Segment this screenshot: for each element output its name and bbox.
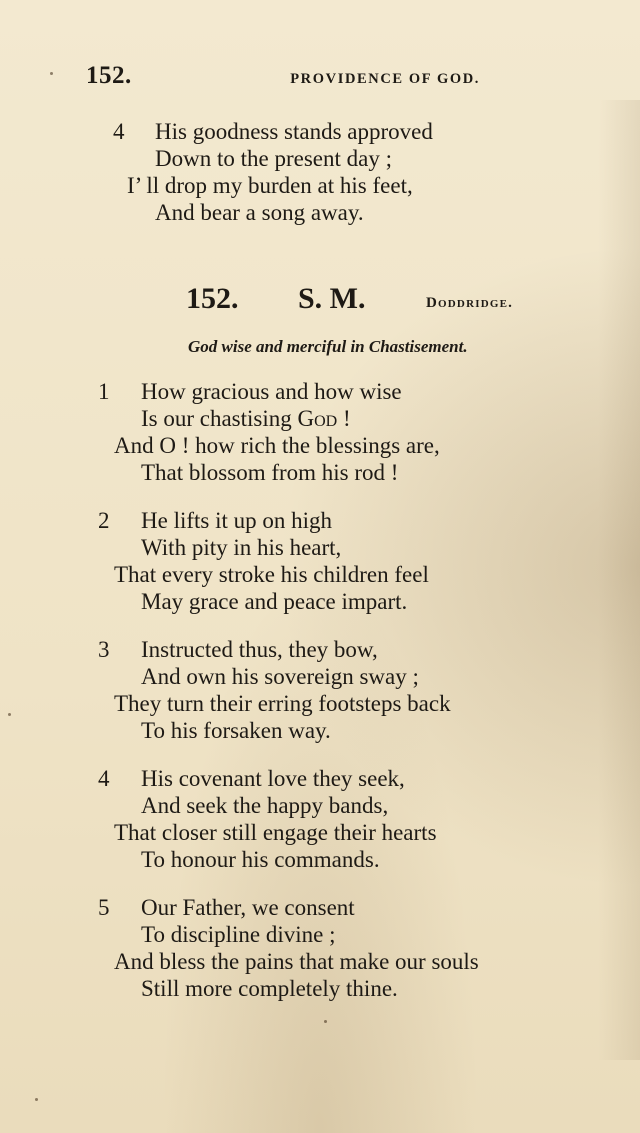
stanza-line: And seek the happy bands, <box>141 793 389 818</box>
stanza-line: And O ! how rich the blessings are, <box>114 433 440 458</box>
stanza-line: Instructed thus, they bow, <box>141 637 378 662</box>
paper-speck <box>35 1098 38 1101</box>
paper-speck <box>324 1020 327 1023</box>
stanza-line: And bless the pains that make our souls <box>114 949 479 974</box>
page-header <box>86 62 480 92</box>
stanza-line: And bear a song away. <box>155 200 364 225</box>
stanza-number: 5 <box>98 895 110 920</box>
stanza-line-punct: ! <box>337 406 351 431</box>
stanza-line: Our Father, we consent <box>141 895 355 920</box>
divine-name: God <box>297 406 338 431</box>
stanza-line: They turn their erring footsteps back <box>114 691 451 716</box>
stanza-line: His covenant love they seek, <box>141 766 405 791</box>
hymn-author: Doddridge. <box>426 295 514 311</box>
stanza-line: How gracious and how wise <box>141 379 402 404</box>
stanza-line: Down to the present day ; <box>155 146 392 171</box>
stanza-line: With pity in his heart, <box>141 535 342 560</box>
stanza-number: 3 <box>98 637 110 662</box>
stanza-line: To his forsaken way. <box>141 718 331 743</box>
stanza-line: His goodness stands approved <box>155 119 433 144</box>
hymn-number: 152. <box>186 282 239 315</box>
hymn-meter: S. M. <box>298 282 366 315</box>
paper-speck <box>8 713 11 716</box>
stanza-line: May grace and peace impart. <box>141 589 408 614</box>
hymn-heading <box>0 282 640 322</box>
running-title: PROVIDENCE OF GOD. <box>290 71 480 87</box>
stanza-line: That every stroke his children feel <box>114 562 429 587</box>
page-bleed-through <box>598 100 640 1060</box>
paper-speck <box>50 72 53 75</box>
stanza-number: 4 <box>113 119 125 144</box>
stanza-line: He lifts it up on high <box>141 508 333 533</box>
stanza-line: That closer still engage their hearts <box>114 820 437 845</box>
stanza-line <box>141 405 351 432</box>
stanza-line: I’ ll drop my burden at his feet, <box>127 173 413 198</box>
stanza-line-text: Is our chastising <box>141 406 292 431</box>
page-number: 152. <box>86 62 132 89</box>
hymn-subtitle: God wise and merciful in Chastisement. <box>188 337 468 356</box>
stanza-line: Still more completely thine. <box>141 976 398 1001</box>
stanza-number: 2 <box>98 508 110 533</box>
stanza-number: 1 <box>98 379 110 404</box>
stanza-line: That blossom from his rod ! <box>141 460 399 485</box>
stanza-number: 4 <box>98 766 110 791</box>
stanza-line: To discipline divine ; <box>141 922 336 947</box>
stanza-line: To honour his commands. <box>141 847 380 872</box>
stanza-line: And own his sovereign sway ; <box>141 664 419 689</box>
